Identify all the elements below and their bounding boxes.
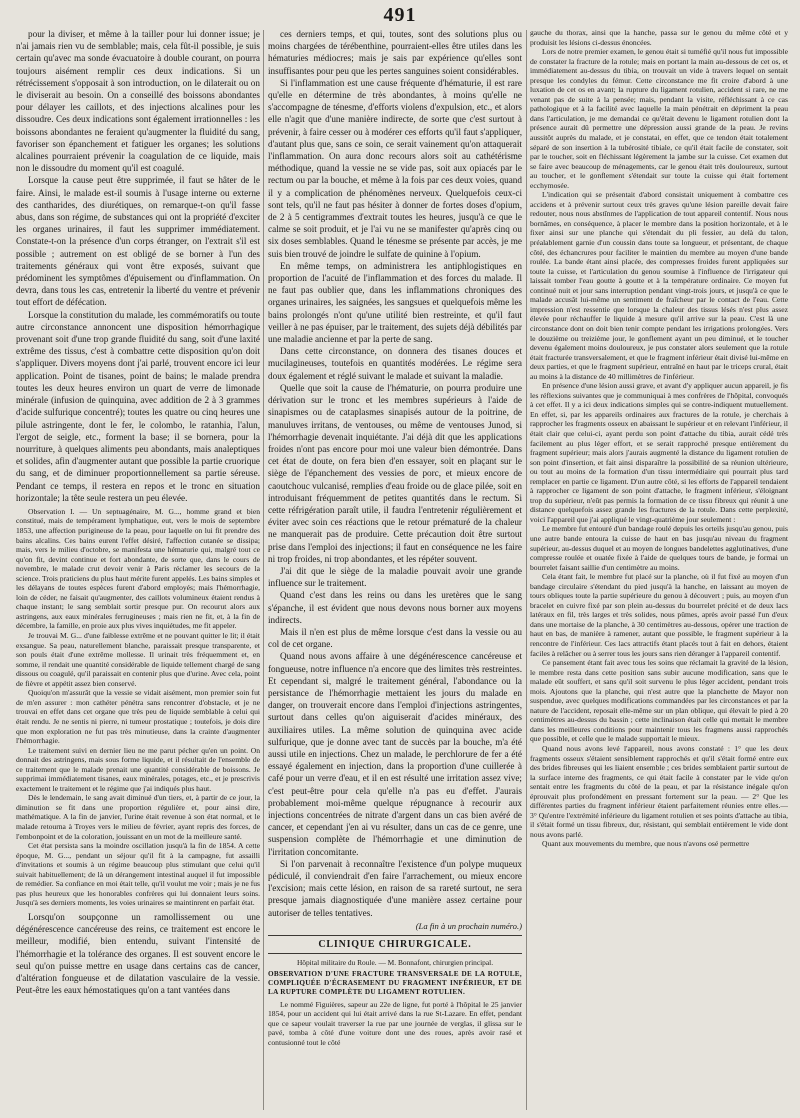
paragraph: Le nommé Figuières, sapeur au 22e de ligne, fut porté à l'hôpital le 25 janvier 1854, pour un accident qui lui était arrivé dans la rue St-Lazare. En effet, pendant que ce sapeur voulait traverser la rue par une journée de verglas, il glissa sur le pavé, tomba à côté d'une voiture dont une des roues, après avoir rasé et contusionné tout le côté [268,999,522,1048]
page-number: 491 [383,4,417,26]
paragraph: Si l'inflammation est une cause fréquente d'hématurie, il est rare qu'elle en détermine de très abondantes, à moins qu'elle ne s'accompagne de ténesme, d'efforts violens d'expulsion, etc., et alors elle n'agit que d'une manière indirecte, de sorte que c'est surtout à prévenir, à faire cesser ou à modérer ces efforts qu'il faut s'appliquer, d'autant plus que, sans ce soin, ce serait vainement qu'on attaquerait l'inflammation. On aura donc recours alors soit au cathétérisme méthodique, quand la vessie ne se vide pas, soit aux opiacés par le rectum ou par la bouche, et même à la fois par ces deux voies, quand il y a complication de phénomènes nerveux. Quelquefois ceux-ci sont tels, qu'il ne faut pas hésiter à donner de fortes doses d'opium, de 2 à 5 centigrammes d'extrait toutes les heures, jusqu'à ce que le calme se soit produit, et je l'ai vu ne se manifester qu'après cinq ou six doses semblables. Quand le ténesme se présente par accès, je me suis bien trouvé de joindre le sulfate de quinine à l'opium. [268,77,522,259]
paragraph: Si l'on parvenait à reconnaître l'existence d'un polype muqueux pédiculé, il conviendrait d'en faire l'arrachement, ou mieux encore l'excision; mais cette lésion, en raison de sa rareté surtout, ne sera presque jamais diagnostiquée d'une manière assez certaine pour autoriser de telles tentatives. [268,858,522,918]
paragraph: J'ai dit que le siège de la maladie pouvait avoir une grande influence sur le traitement. [268,565,522,589]
paragraph: En même temps, on administrera les antiphlogistiques en proportion de l'acuité de l'inflammation et des forces du malade. Il ne faut pas oublier que, dans les inflammations chroniques des organes urinaires, les saignées, les sangsues et quelquefois même les bains prolongés n'ont qu'une utilité bien restreinte, et qu'il faut veiller à ne pas épuiser, par le traitement, des sujets déjà débilités par une maladie ancienne et par la perte de sang. [268,260,522,345]
paragraph: pour la diviser, et même à la tailler pour lui donner issue; je n'ai jamais rien vu de semblable; mais, cela fût-il possible, je suis certain qu'avec ma sonde évacuatoire à double courant, on pourra toujours aisément remplir ces deux indications. Si un rétrécissement s'opposait à son introduction, on le dilaterait ou on le diviserait au besoin. On a conseillé des boissons abondantes pour délayer les caillots, et des injections alcalines pour les dissoudre. Ces deux indications sont également irrationnelles : les boissons abondantes ne feraient qu'augmenter la fluidité du sang, favoriser son épanchement et fatiguer les organes; les solutions alcalines pourraient prévenir la coagulation de ce liquide, mais non le dissoudre du moment qu'il est coagulé. [16,29,260,174]
paragraph: Quand nous avons affaire à une dégénérescence cancéreuse et fongueuse, notre influence n'a encore que des limites très restreintes. Et cependant si, malgré le traitement général, l'abondance ou la persistance de l'hémorrhagie mettaient les jours du malade en danger, on trouverait encore dans l'emploi d'injections astringentes, surtout dans celles qu'on aiguiserait d'acides minéraux, des auxiliaires utiles. La même solution de quinquina avec acide sulfurique, que je donne avec tant de succès par la bouche, m'a été aussi utile en injections. Chez un malade, le perchlorure de fer a été essayé également en injection, dans la proportion d'une cuillerée à café pour un verre d'eau, et il en est résulté une irritation assez vive; c'est peut-être pour cela qu'elle n'a pas eu d'effet. J'aurais probablement moi-même quelque répugnance à recourir aux injections concentrées de nitrate d'argent dans un cas bien avéré de cancer, et cependant j'en ai vu résulter, dans un cas de ce genre, une suspension complète de l'hémorrhagie et une diminution de l'irritation concomitante. [268,651,522,857]
column-divider [263,30,264,1110]
col1-text-top [16,28,260,504]
paragraph: Ce pansement étant fait avec tous les soins que réclamait la gravité de la lésion, le membre resta dans cette position sans subir aucune modification, sans que le malade eût souffert, et sans qu'il soit survenu le plus léger accident, pendant trois mois. Ajoutons que la planche, qui n'est autre que la planchette de Mayor non suspendue, avec quelques modifications commandées par les circonstances et par la nature de l'accident, reposait elle-même sur un plan oblique, qui élevait le pied à 20 centimètres au-dessus du bassin ; cette inclinaison était celle qui mettait le membre dans les meilleures conditions pour maintenir tous les fragmens aussi rapprochés que possible, et celle que le malade supportait le mieux. [530,658,788,744]
paragraph: ces derniers temps, et qui, toutes, sont des solutions plus ou moins chargées de térébenthine, pourraient-elles être utiles dans les hématuries médiocres; mais je sais par expérience qu'elles sont insuffisantes pour peu que les pertes sanguines soient considérables. [268,29,522,76]
column-2 [268,28,522,1112]
paragraph: Je trouvai M. G... d'une faiblesse extrême et ne pouvant quitter le lit; il était exsangue. Sa peau, naturellement blanche, paraissait presque transparente, et son pouls était d'une extrême mollesse. Il urinait très fréquemment et, en somme, il rendait une quantité considérable de liquide tellement chargé de sang dissous ou coagulé, qu'il paraissait en contenir plus que d'urine. Avec cela, point de fièvre et appétit assez bien conservé. [16,631,260,688]
paragraph: Lorsque la constitution du malade, les commémoratifs ou toute autre circonstance annoncent une disposition hémorrhagique provenant soit d'une trop grande fluidité du sang, soit d'une laxité extrême des tissus, c'est à combattre cette disposition qu'on doit s'appliquer. Divers moyens dont j'ai parlé, trouvent encore ici leur application. Point de tisanes, point de bains; le malade prendra toutes les deux heures environ un quart de verre de limonade minérale (infusion de quinquina, avec addition de 2 à 3 grammes d'acide sulfurique concentré); toutes les quatre ou cinq heures une pilule astringente, dont le fer, le colombo, le ratanhia, l'alun, l'ergot de seigle, etc., forment la base; il se bornera, pour la nourriture, à quelques aliments peu abondants, mais analeptiques et solides, afin d'augmenter autant que possible la partie cruorique du sang, et de diminuer proportionnellement sa partie séreuse. Pendant ce temps, il restera en repos et le tronc en situation horizontale; la tête seule restera un peu élevée. [16,309,260,503]
continuation-note: (La fin à un prochain numéro.) [415,920,522,931]
paragraph: Lors de notre premier examen, le genou était si tuméfié qu'il nous fut impossible de constater la fracture de la rotule; mais en portant la main au-dessous de cet os, et immédiatement au-dessus du tibia, on trouvait un vide à travers lequel on sentait presque les condyles du fémur. Cette circonstance me fit croire d'abord à une luxation de cet os en avant; la rupture du ligament rotulien, accident si rare, ne me venant pas de suite à la pensée; mais, pendant la visite, réfléchissant à ce cas pathologique et à la facilité avec laquelle la main pénétrait en dépriment la peau dans l'articulation, je me demandai ce qu'était devenu le ligament rotulien dont la présence aurait dû permettre une dépression aussi grande de la peau. Je revins aussitôt auprès du malade, et je constatai, en effet, que ce tendon était totalement séparé de son insertion à la tubérosité tibiale, ce qu'il était facile de constater, soit par le toucher, soit en fléchissant légèrement la jambe sur la cuisse. Cet examen dut se faire avec beaucoup de ménagements, car le genou était très douloureux, surtout au toucher, et le gonflement s'étendait sur toute la cuisse qui était fortement ecchymosée. [530,47,788,190]
paragraph: Observation I. — Un septuagénaire, M. G..., homme grand et bien constitué, mais de tempérament lymphatique, eut, vers le mois de septembre 1853, une affection purigineuse de la peau, pour laquelle on lui fit prendre des bains alcalins. Ces bains eurent l'effet désiré, l'affection cutanée se dissipa; mais, vers le milieu d'octobre, se manifesta une hématurie qui, malgré tout ce qu'on fit, devint continue et fort abondante, de sorte que, dans le cours de novembre, le malade crut devoir venir à Paris réclamer les secours de la science. Trois praticiens du plus haut mérite furent appelés. Les bains simples et les délayans de toutes espèces furent d'abord employés; mais l'hémorrhagie, loin de céder, ne faisait qu'augmenter, des caillots volumineux étaient rendus à chaque instant; le sang semblait sortir presque pur. On recourut alors aux astringens, aux eaux minérales ferrugineuses ; mais rien ne fit, et, à la fin de décembre, la famille, en proie aux plus vives inquiétudes, me fit appeler. [16,506,260,631]
paragraph: Le traitement suivi en dernier lieu ne me parut pécher qu'en un point. On donnait des astringens, mais sous forme liquide, et il résultait de l'ensemble de ce traitement que le malade prenait une quantité considérable de boissons. Je supprimai immédiatement tisanes, eaux minérales, potages, etc., et je prescrivis exactement le traitement et le régime que j'ai indiqués plus haut. [16,745,260,793]
paragraph: Lorsque la cause peut être supprimée, il faut se hâter de le faire. Ainsi, le malade est-il soumis à l'usage interne ou externe des cantharides, des diurétiques, on remarque-t-on qu'il fasse abus, dans son régime, de substances qui ont la propriété d'exciter les organes urinaires, il faut les supprimer immédiatement. Constate-t-on la présence d'un corps étranger, on l'extrait s'il est possible ; autrement on est obligé de se borner à l'un des traitements généraux qui vont être exposés, suivant que prédominent les symptômes d'épuisement ou d'inflammation. On devra, dans tous les cas, entretenir la liberté du ventre et prévenir tout effort de défécation. [16,175,260,308]
paragraph: Cela étant fait, le membre fut placé sur la planche, où il fut fixé au moyen d'un bandage circulaire s'étendant du pied jusqu'à la hanche, en laissant au moyen de tours obliques toute la partie supérieure du genou à découvert ; puis, au moyen d'un bracelet en cuivre fixé par son plein au-dessus du bourrelet précité et de deux lacs latéraux en fil, très larges et très solides, nous pûmes, après avoir passé l'un d'eux dans une mortaise de la planche, à 30 centimètres au-dessous, opérer une traction de haut en bas, de manière à ramener, autant que possible, le fragment supérieur à la rencontre de l'inférieur. Ces lacs attractifs étant placés tout à fait en dehors, étaient faciles à relâcher ou à serrer tous les jours sans rien déranger à l'appareil contentif. [530,572,788,658]
col2-text [268,28,522,919]
paragraph: Le membre fut entouré d'un bandage roulé depuis les orteils jusqu'au genou, puis une autre bande entoura la cuisse de haut en bas jusqu'au niveau du fragment supérieur, au-dessus duquel et au moyen de longues bandelettes agglutinatives, d'une compresse roulée et ouatée fixée à l'aide de quelques tours de bande, je formai un bourrelet faisant saillie d'un centimètre au moins. [530,524,788,572]
paragraph: Quand c'est dans les reins ou dans les uretères que le sang s'épanche, il est évident que nous devons nous borner aux moyens indirects. [268,590,522,625]
column-3 [530,28,788,1112]
paragraph: Cet état persista sans la moindre oscillation jusqu'à la fin de 1854. A cette époque, M. G..., pendant un séjour qu'il fit à la campagne, fut assailli d'invitations et soumis à un régime beaucoup plus stimulant que celui qu'il suivait habituellement; de là un dérangement intestinal auquel il fut impossible de remédier. Sa confiance en moi était telle, qu'il voulut me voir ; mais je ne fus pas plus heureux que les honorables confrères qui lui donnaient leurs soins. Jusqu'à ses derniers moments, les voies urinaires se maintinrent en parfait état. [16,841,260,908]
paragraph: gauche du thorax, ainsi que la hanche, passa sur le genou du même côté et y produisit les lésions ci-dessus énoncées. [530,28,788,47]
paragraph: Quoiqu'on m'assurât que la vessie se vidait aisément, mon premier soin fut de m'en assurer : mon cathéter pénétra sans rencontrer d'obstacle, et je ne trouvai en effet dans cet organe que très peu de liquide semblable à celui qui était rendu. Je ne sentis ni pierre, ni tumeur prostatique ; toutefois, je dois dire que mon exploration ne fut pas très minutieuse, dans la crainte d'augmenter l'hémorrhagie. [16,688,260,746]
paragraph: En présence d'une lésion aussi grave, et avant d'y appliquer aucun appareil, je fis les réflexions suivantes que je communiquai à mes confrères de l'hôpital, convoqués à cet effet. Il y a ici deux indications simples qui se contre-indiquent mutuellement. En effet, si, par les appareils ordinaires aux fractures de la rotule, je cherchais à rapprocher les fragments osseux en abaissant le supérieur et en relevant l'inférieur, il était clair que celui-ci, ayant perdu son point d'attache du tibia, aurait cédé très facilement au plus léger effort, et se serait rapproché presque entièrement du fragment supérieur; mais alors j'aurais augmenté la distance du ligament rotulien de son point d'insertion, et fait ainsi disparaître la possibilité de sa réunion ultérieure, ou tout au moins de la formation d'un tissu intermédiaire qui pourrait plus tard remplacer en partie ce ligament. D'un autre côté, si les efforts de l'appareil tendaient à rapprocher ce ligament de son point d'attache, le fragment inférieur, s'éloignant trop du supérieur, n'eût pas permis la formation de ce tissu fibreux qui réunit à une distance quelquefois assez grande les fractures de la rotule. Dans cette perplexité, voici l'appareil que j'ai appliqué le vingt-quatrième jour seulement : [530,381,788,524]
paragraph: Lorsqu'on soupçonne un ramollissement ou une dégénérescence cancéreuse des reins, ce traitement est encore le meilleur, modifié, bien entendu, suivant l'intensité de l'hémorrhagie et la tolérance des organes. Il est souvent encore le seul qu'on puisse mettre en usage dans certains cas de cancer, d'altération fongueuse et de dilatation vasculaire de la vessie. Peut-être les eaux hémostatiques qu'on a tant vantées dans [16,911,260,996]
hospital-line: Hôpital militaire du Roule. — M. Bonnafont, chirurgien principal. [296,957,494,967]
section-title: CLINIQUE CHIRURGICALE. [268,935,522,954]
col1-text-bottom [16,911,260,996]
paragraph: Quand nous avons levé l'appareil, nous avons constaté : 1° que les deux fragments osseux s'étaient sensiblement rapprochés et qu'il s'était formé entre eux des brides fibreuses qui les liaient ensemble ; ces brides semblaient partir surtout de la surface interne des fragments, ce qui était facile à constater par le vide qu'on sentait entre les fragments du côté de la peau, et par la résistance inégale qu'on éprouvait plus profondément en pressant fortement sur la peau. — 2° Que les différentes parties du fragment inférieur étaient parfaitement réunies entre elles.— 3° Qu'entre l'extrémité inférieure du ligament rotulien et ses points d'attache au tibia, il s'était formé un tissu fibreux, dur, résistant, qui semblait entièrement le vide dont nous avons parlé. [530,744,788,839]
observation-1 [16,507,260,908]
col3-small-text [530,28,788,849]
column-divider [526,30,527,1110]
paragraph: L'indication qui se présentait d'abord consistait uniquement à combattre ces accidens et à prévenir surtout ceux très graves qu'une lésion pareille devait faire redouter, nous nous abstînmes de l'application de tout appareil contentif. Nous nous bornâmes, en conséquence, à placer le membre dans la position horizontale, et à le fixer ainsi sur une planche qui s'étendait du pli fessier, au delà du talon, préalablement garnie d'un coussin dans toute sa longueur, et présentant, de chaque côté, des échancrures pour faciliter le maintien du membre au moyen d'une bande roulée. La bande étant ainsi placée, des compresses froides furent appliquées sur toute la cuisse, et l'articulation du genou soumise à l'influence de l'irrigateur qui laissait tomber l'eau goutte à goutte et à la température ordinaire. Ce moyen fut continué nuit et jour sans interruption pendant vingt-trois jours, et jusqu'à ce que le malade accusât lui-même un sentiment de fraîcheur par le contact de l'eau. Cette impression n'est ressentie que lorsque la chaleur des tissus lésés n'est plus assez élevée pour réchauffer le liquide à mesure qu'il arrive sur la peau. C'est là une circonstance dont on doit bien tenir compte pendant les irrigations prolongées. Vers le douzième ou treizième jour, le gonflement ayant un peu diminué, et le toucher devenu également moins douloureux, je pus constater alors seulement que la rotule était fracturée transversalement, et que le fragment inférieur était divisé lui-même en deux parties, et que le fragment supérieur, entraîné en haut par le triceps crural, était au moins à la distance de 40 millimètres de l'inférieur. [530,190,788,381]
paragraph: Quant aux mouvements du membre, que nous n'avons osé permettre [542,839,750,849]
column-1 [16,28,260,1112]
paragraph: Quelle que soit la cause de l'hématurie, on pourra produire une dérivation sur le tronc et les membres supérieurs à l'aide de sinapismes ou de cataplasmes sinapisés autour de la poitrine, de manuluves irritans, de ventouses, ou même de ventouses Junod, si l'hémorrhagie devenait inquiétante. J'ai déjà dit que les applications froides n'ont pas encore pour moi une valeur bien démontrée. Dans cet état de doute, on fera bien d'en essayer, soit en plaçant sur le siège de l'épanchement des vessies de porc, et mieux encore de caoutchouc vulcanisé, remplies d'eau froide ou de glace pilée, soit en introduisant fréquemment de petites quantités dans le rectum. Si cette réfrigération paraît utile, il faudra l'entretenir régulièrement et éviter avec soin ces réactions que le retour prématuré de la chaleur ne manquerait pas de produire. Cette précaution doit être surtout prise dans l'emploi des injections; il faut en conséquence ne les faire ni trop froides, ni trop abondantes, et les répéter souvent. [268,382,522,564]
observation-title: OBSERVATION D'UNE FRACTURE TRANSVERSALE DE LA ROTULE, COMPLIQUÉE D'ÉCRASEMENT DU FRAGMENT INFÉRIEUR, ET DE LA RUPTURE COMPLÈTE DU LIGAMENT ROTULIEN. [268,969,522,996]
col2-small-text [268,1000,522,1048]
paragraph: Dès le lendemain, le sang avait diminué d'un tiers, et, à partir de ce jour, la diminution se fit dans une proportion régulière et, pour ainsi dire, mathématique. A la fin de janvier, l'urine était revenue à son état normal, et le malade retourna à Troyes vers le milieu de février, ayant repris des forces, de l'embonpoint et de la coloration, jouissant en un mot de la meilleure santé. [16,793,260,841]
paragraph: Dans cette circonstance, on donnera des tisanes douces et mucilagineuses, toutefois en quantités modérées. Le régime sera doux également et réglé suivant le malade et suivant la maladie. [268,346,522,381]
paragraph: Mais il n'en est plus de même lorsque c'est dans la vessie ou au col de cet organe. [268,626,522,650]
